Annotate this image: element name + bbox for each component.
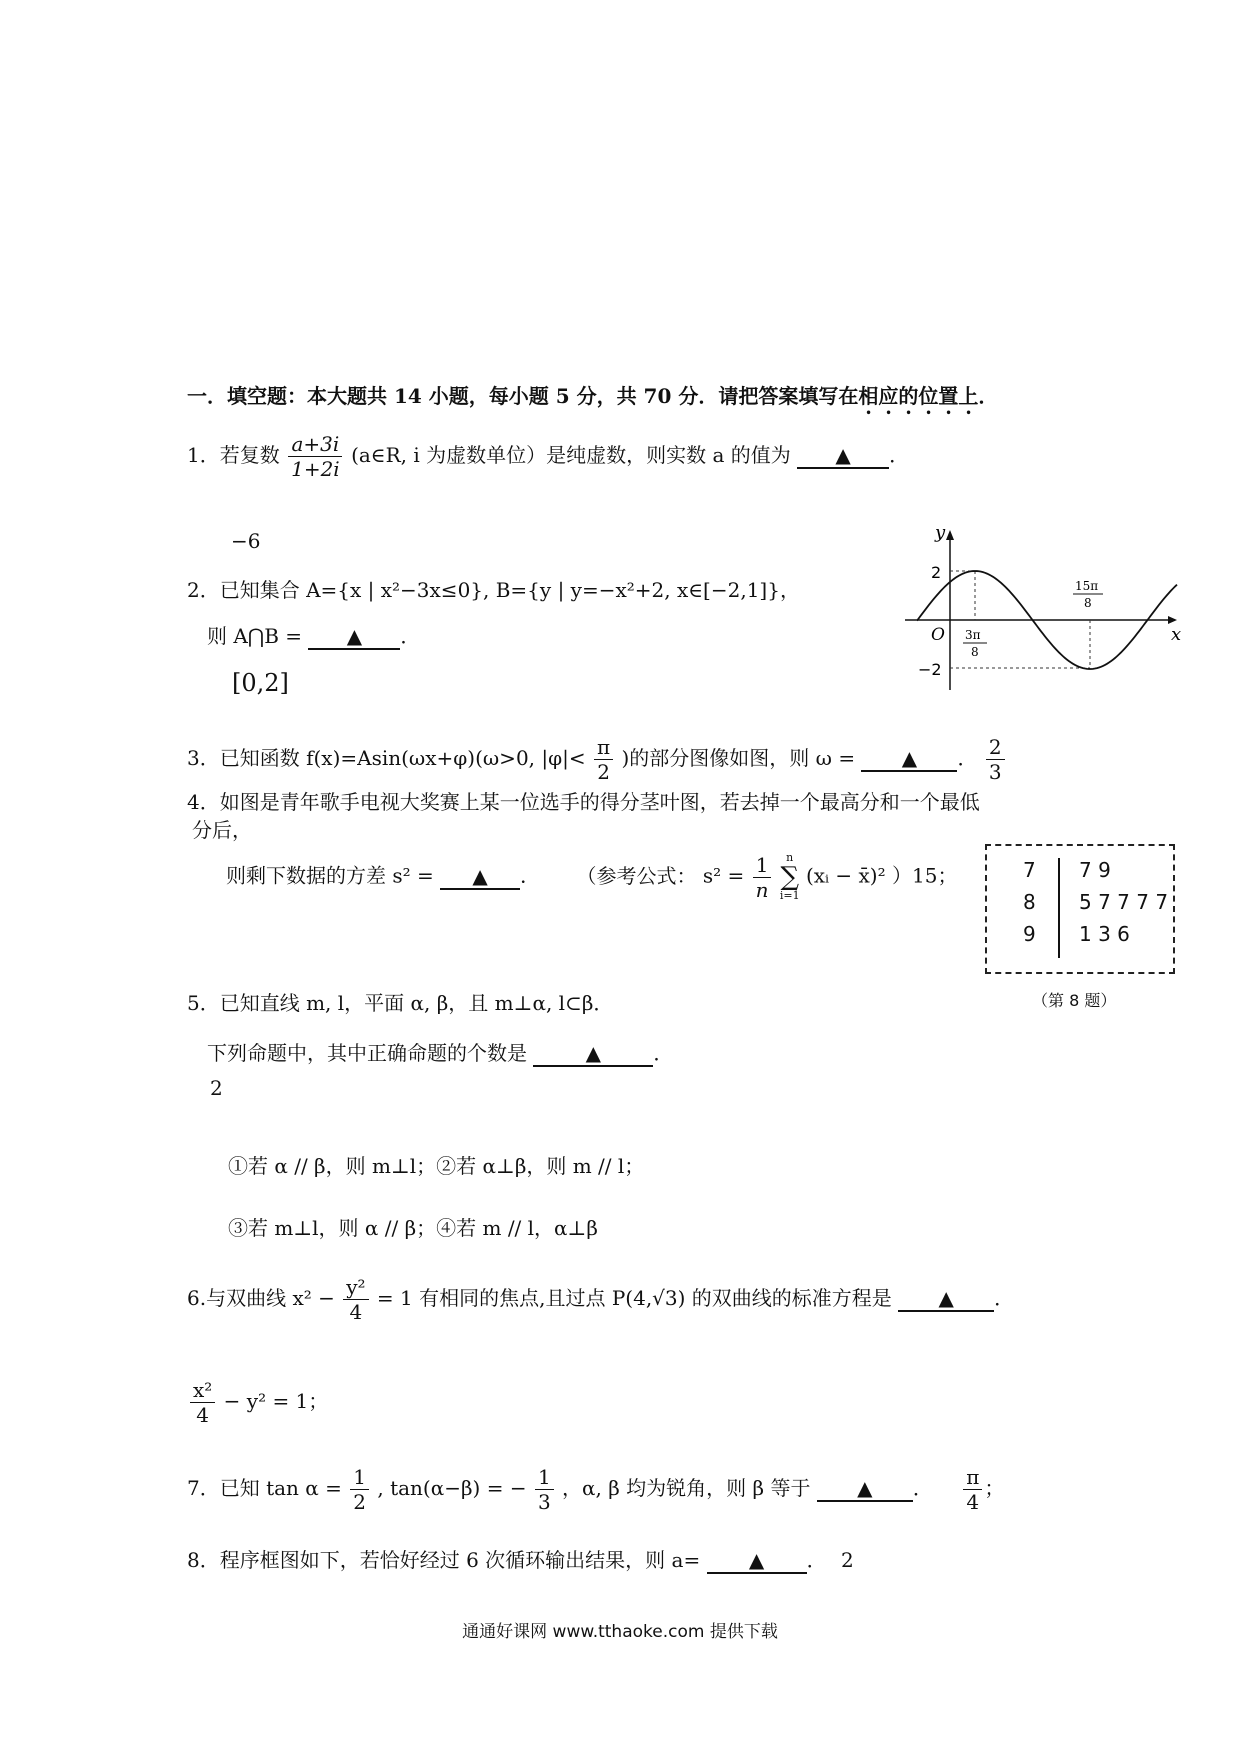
- question-6: 6.与双曲线 x² − $\frac{\text{y²}}{4}$ = 1 有相同的焦点,且过点 P(4,√3) 的双曲线的标准方程是 ▲ ．: [187, 1275, 1015, 1324]
- sigma-icon: ∑: [780, 862, 799, 892]
- q3-answer: $\frac{2}{3}$: [986, 735, 1005, 784]
- x2-label-den: 8: [1084, 596, 1092, 610]
- y-axis-label: y: [935, 522, 946, 543]
- stem-row-stem: 8: [1023, 890, 1036, 914]
- stem-row-stem: 7: [1023, 858, 1036, 882]
- q4-formula-fraction: $\frac{1}{n}$: [753, 853, 772, 902]
- q3-fraction: $\frac{\pi}{2}$: [594, 735, 613, 784]
- q6-answer: $\frac{\text{x²}}{4}$ − y² = 1；: [188, 1378, 328, 1427]
- question-4-line2: 分后，: [192, 818, 252, 842]
- question-7: 7．已知 tan α = $\frac{1}{2}$ , tan(α−β) = − $\frac{1}{3}$ ，α, β 均为锐角，则 β 等于 ▲ ． $\frac{\pi}{4}$ ；: [187, 1465, 1005, 1514]
- stem-leaf-plot: [985, 844, 1175, 974]
- q1-fraction: $\frac{a+3i}{1+2i}$: [288, 432, 343, 481]
- q6-answer-blank[interactable]: ▲: [898, 1286, 994, 1312]
- q3-answer-blank[interactable]: ▲: [861, 746, 957, 772]
- q8-answer: 2: [840, 1548, 854, 1572]
- question-2-line2: 则 A⋂B = ▲ ．: [207, 624, 421, 648]
- stem-row-leaves: 7 9: [1079, 858, 1111, 882]
- question-1: 1．若复数 $\frac{a+3i}{1+2i}$ (a∈R, i 为虚数单位）是纯虚数，则实数 a 的值为 ▲ ．: [187, 432, 910, 481]
- x-axis-label: x: [1171, 624, 1182, 645]
- stem-row-stem: 9: [1023, 922, 1036, 946]
- x1-label-num: 3π: [965, 628, 981, 642]
- q2-answer-blank[interactable]: ▲: [308, 624, 400, 650]
- footer-credit: 通通好课网 www.tthaoke.com 提供下载: [462, 1622, 778, 1642]
- origin-label: O: [931, 625, 945, 645]
- y-axis-arrow-icon: [946, 530, 954, 540]
- q5-propositions-1: ①若 α // β，则 m⊥l；②若 α⊥β，则 m // l；: [228, 1154, 645, 1178]
- q8-answer-blank[interactable]: ▲: [707, 1548, 807, 1574]
- y-min-label: −2: [918, 660, 942, 679]
- question-8: 8．程序框图如下，若恰好经过 6 次循环输出结果，则 a= ▲ ． 2: [187, 1548, 854, 1572]
- stem-row-leaves: 1 3 6: [1079, 922, 1130, 946]
- q1-answer-blank[interactable]: ▲: [797, 443, 889, 469]
- q2-answer: [0,2]: [232, 669, 289, 697]
- q6-fraction: $\frac{\text{y²}}{4}$: [343, 1275, 368, 1324]
- question-3: 3．已知函数 f(x)=Asin(ωx+φ)(ω>0, |φ|< $\frac{\pi}{2}$ )的部分图像如图，则 ω = ▲ ． $\frac{2}{3}$: [187, 735, 1007, 784]
- x1-label-den: 8: [971, 645, 979, 659]
- question-2: 2．已知集合 A={x | x²−3x≤0}, B={y | y=−x²+2, x∈[−2,1]}，: [187, 578, 800, 602]
- q7-answer: $\frac{\pi}{4}$: [963, 1465, 982, 1514]
- section-header: 一．填空题：本大题共 14 小题，每小题 5 分，共 70 分．请把答案填写在相应的位置上．: [187, 384, 999, 408]
- q4-answer-blank[interactable]: ▲: [440, 864, 520, 890]
- q7-fraction-2: $\frac{1}{3}$: [535, 1465, 554, 1514]
- q1-answer: −6: [231, 529, 261, 553]
- stem-divider: [1058, 858, 1060, 958]
- sine-graph: [895, 520, 1195, 700]
- q7-answer-blank[interactable]: ▲: [817, 1476, 913, 1502]
- question-5: 5．已知直线 m, l，平面 α, β，且 m⊥α, l⊂β．: [187, 991, 614, 1015]
- q7-fraction-1: $\frac{1}{2}$: [350, 1465, 369, 1514]
- y-max-label: 2: [931, 563, 942, 582]
- q4-summation: n ∑ i=1: [779, 851, 800, 902]
- question-4-line3: 则剩下数据的方差 s² = ▲ ． （参考公式： s² = $\frac{1}{n}$ n ∑ i=1 (xᵢ − x̄)² ）15；: [226, 851, 958, 902]
- stem-row-leaves: 5 7 7 7 7: [1079, 890, 1169, 914]
- x-axis-arrow-icon: [1168, 616, 1177, 624]
- question-5-line2: 下列命题中，其中正确命题的个数是 ▲ ．: [207, 1041, 674, 1065]
- question-4: 4．如图是青年歌手电视大奖赛上某一位选手的得分茎叶图，若去掉一个最高分和一个最低: [187, 790, 980, 814]
- q5-answer: 2: [210, 1076, 223, 1100]
- q5-answer-blank[interactable]: ▲: [533, 1041, 653, 1067]
- stem-leaf-caption: （第 8 题）: [1032, 991, 1117, 1010]
- q6-answer-fraction: $\frac{\text{x²}}{4}$: [190, 1378, 215, 1427]
- x2-label-num: 15π: [1075, 579, 1099, 593]
- q5-propositions-2: ③若 m⊥l，则 α // β；④若 m // l，α⊥β: [228, 1216, 598, 1240]
